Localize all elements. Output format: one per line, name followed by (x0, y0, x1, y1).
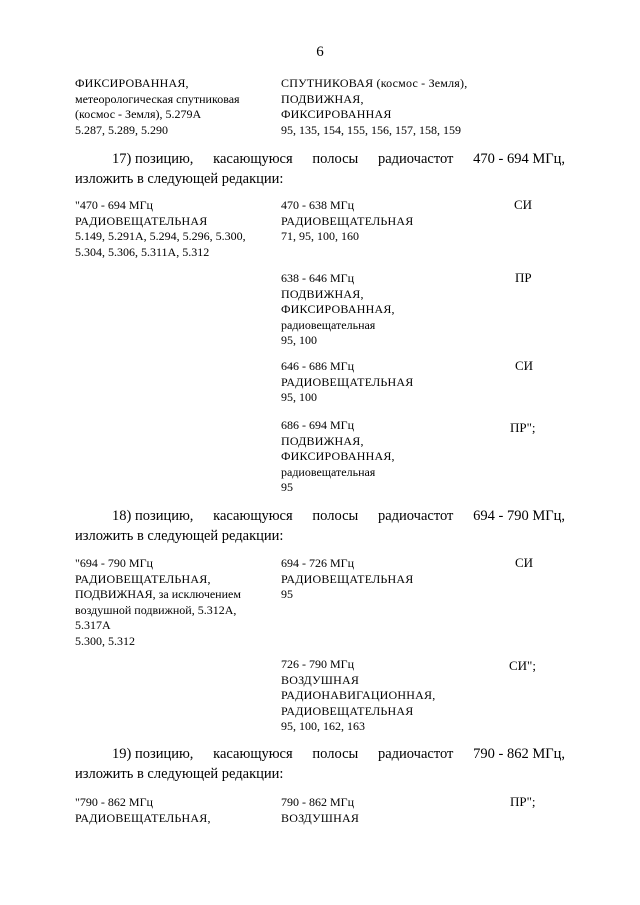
text-line: 95, 135, 154, 155, 156, 157, 158, 159 (281, 122, 461, 137)
text-line: (космос - Земля), 5.279A (75, 107, 202, 122)
text-line: РАДИОВЕЩАТЕЛЬНАЯ, (75, 810, 211, 825)
text-line: 470 - 638 МГц (281, 198, 355, 212)
text-line: воздушной подвижной, 5.312A, (75, 602, 237, 617)
status-label: ПР"; (510, 420, 536, 435)
text-line: 5.317A (75, 618, 111, 633)
text-line: 686 - 694 МГц (281, 418, 355, 432)
text-line: ФИКСИРОВАННАЯ, (75, 76, 189, 90)
text-line: ФИКСИРОВАННАЯ, (281, 449, 395, 464)
status-label: СИ"; (509, 658, 536, 673)
text-line: ПОДВИЖНАЯ, (281, 433, 364, 448)
text-line: радиовещательная (281, 317, 376, 332)
text-line: СПУТНИКОВАЯ (космос - Земля), (281, 76, 468, 90)
text-line: ФИКСИРОВАННАЯ, (281, 302, 395, 317)
text-line: 638 - 646 МГц (281, 271, 355, 285)
text-line: метеорологическая спутниковая (75, 91, 240, 106)
status-label: ПР (515, 270, 532, 285)
text-line: ПОДВИЖНАЯ, за исключением (75, 587, 241, 602)
allocation-entry (281, 795, 359, 826)
status-label: СИ (515, 555, 534, 570)
word: 17) позицию, (112, 151, 194, 167)
text-line: 95 (281, 480, 293, 495)
text-line: РАДИОВЕЩАТЕЛЬНАЯ (281, 571, 414, 586)
allocation-entry (281, 198, 413, 245)
page-number: 6 (316, 44, 324, 60)
text-line: 5.287, 5.289, 5.290 (75, 122, 168, 137)
word: касающуюся (213, 151, 293, 167)
word: 470 - 694 МГц, (473, 151, 565, 167)
text-line: "790 - 862 МГц (75, 795, 153, 809)
text-line: радиовещательная (281, 464, 376, 479)
text-line: РАДИОВЕЩАТЕЛЬНАЯ (75, 213, 208, 228)
paragraph-line: изложить в следующей редакции: (75, 528, 284, 544)
text-line: 726 - 790 МГц (281, 657, 355, 671)
text-line: ВОЗДУШНАЯ (281, 810, 360, 825)
text-line: "470 - 694 МГц (75, 198, 153, 212)
paragraph-19 (75, 744, 565, 784)
allocation-entry (281, 271, 395, 349)
paragraph-18 (75, 506, 565, 546)
word: полосы (312, 151, 359, 167)
allocation-entry (281, 359, 413, 406)
word: радиочастот (377, 151, 454, 167)
text-line: 95 (281, 587, 293, 602)
text-line: ПОДВИЖНАЯ, (281, 91, 364, 106)
status-label: СИ (515, 358, 534, 373)
paragraph-line: изложить в следующей редакции: (75, 766, 284, 782)
text-line: "694 - 790 МГц (75, 556, 153, 570)
text-line: РАДИОВЕЩАТЕЛЬНАЯ (281, 374, 414, 389)
block18-left (75, 556, 241, 650)
word: 18) позицию, (112, 508, 194, 524)
text-line: ВОЗДУШНАЯ (281, 672, 360, 687)
word: полосы (312, 508, 359, 524)
status-label: ПР"; (510, 794, 536, 809)
word: касающуюся (213, 508, 293, 524)
block19-left (75, 795, 211, 826)
word: полосы (312, 746, 359, 762)
text-line: 5.149, 5.291A, 5.294, 5.296, 5.300, (75, 229, 246, 244)
text-line: 694 - 726 МГц (281, 556, 355, 570)
word: 19) позицию, (112, 746, 194, 762)
paragraph-17 (75, 149, 565, 189)
text-line: 71, 95, 100, 160 (281, 229, 359, 244)
text-line: 95, 100, 162, 163 (281, 719, 365, 734)
word: 694 - 790 МГц, (473, 508, 565, 524)
text-line: РАДИОВЕЩАТЕЛЬНАЯ (281, 703, 414, 718)
text-line: ФИКСИРОВАННАЯ (281, 107, 392, 122)
allocation-entry (281, 418, 395, 496)
status-label: СИ (514, 197, 533, 212)
text-line: РАДИОНАВИГАЦИОННАЯ, (281, 688, 436, 703)
text-line: 95, 100 (281, 390, 317, 405)
allocation-entry (281, 556, 413, 603)
text-line: 5.304, 5.306, 5.311A, 5.312 (75, 244, 210, 259)
word: радиочастот (377, 508, 454, 524)
allocation-entry (281, 657, 435, 735)
text-line: РАДИОВЕЩАТЕЛЬНАЯ, (75, 571, 211, 586)
text-line: ПОДВИЖНАЯ, (281, 286, 364, 301)
text-line: 646 - 686 МГц (281, 359, 355, 373)
top-right-column (281, 76, 467, 138)
word: касающуюся (213, 746, 293, 762)
block17-left (75, 198, 246, 260)
word: радиочастот (377, 746, 454, 762)
word: 790 - 862 МГц, (473, 746, 565, 762)
paragraph-line: изложить в следующей редакции: (75, 171, 284, 187)
top-left-column (75, 76, 240, 138)
text-line: 5.300, 5.312 (75, 633, 135, 648)
text-line: 95, 100 (281, 333, 317, 348)
text-line: РАДИОВЕЩАТЕЛЬНАЯ (281, 213, 414, 228)
text-line: 790 - 862 МГц (281, 795, 355, 809)
